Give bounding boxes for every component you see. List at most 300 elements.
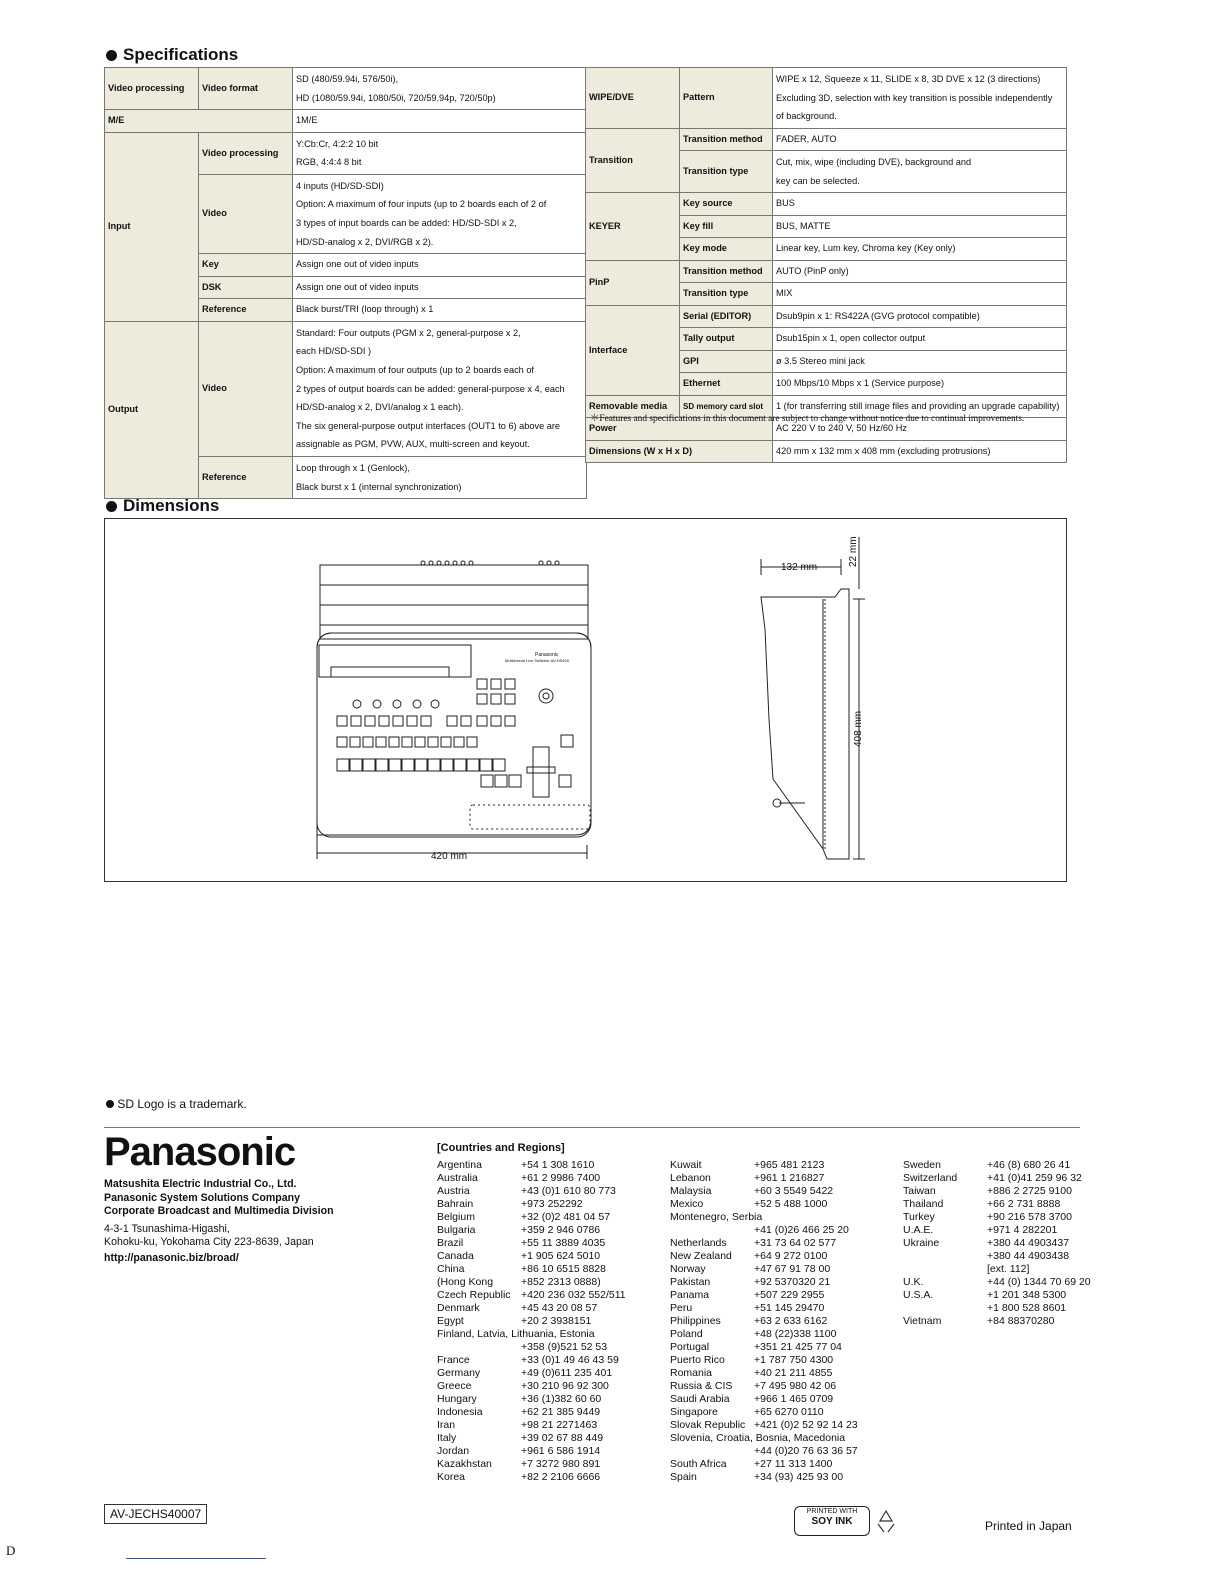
spec-header: Video format [199, 68, 293, 110]
country-phone: +41 (0)26 466 25 20 [754, 1224, 849, 1236]
country-name: Indonesia [437, 1406, 483, 1418]
country-phone: +30 210 96 92 300 [521, 1380, 609, 1392]
country-name: South Africa [670, 1458, 727, 1470]
panel-button [454, 737, 464, 747]
dimension-drawing [105, 519, 1066, 881]
country-phone: +7 3272 980 891 [521, 1458, 601, 1470]
country-row [670, 1458, 858, 1471]
country-phone: +27 11 313 1400 [754, 1458, 833, 1470]
spec-value: ø 3.5 Stereo mini jack [773, 350, 1067, 373]
country-row [903, 1315, 1091, 1328]
country-name: Argentina [437, 1159, 482, 1171]
country-phone: +66 2 731 8888 [987, 1198, 1061, 1210]
country-name: New Zealand [670, 1250, 732, 1262]
country-name: Pakistan [670, 1276, 711, 1288]
spec-value: 1M/E [293, 110, 587, 133]
spec-header: Transition method [680, 260, 773, 283]
panel-button [509, 775, 521, 787]
spec-header: Reference [199, 456, 293, 498]
panel-button [402, 759, 414, 771]
country-row [670, 1276, 858, 1289]
panel-button [505, 679, 515, 689]
country-phone: +358 (9)521 52 53 [521, 1341, 608, 1353]
country-row [903, 1211, 1091, 1224]
bullet-icon [106, 1100, 114, 1108]
country-row [670, 1302, 858, 1315]
country-name: Austria [437, 1185, 470, 1197]
spec-header: Key source [680, 193, 773, 216]
country-name: Saudi Arabia [670, 1393, 730, 1405]
country-row [437, 1198, 626, 1211]
country-name: China [437, 1263, 465, 1275]
country-row [670, 1237, 858, 1250]
country-phone: +54 1 308 1610 [521, 1159, 595, 1171]
country-name: Mexico [670, 1198, 704, 1210]
country-name: Slovenia, Croatia, Bosnia, Macedonia [670, 1432, 846, 1444]
spec-value: 100 Mbps/10 Mbps x 1 (Service purpose) [773, 373, 1067, 396]
country-phone: +45 43 20 08 57 [521, 1302, 598, 1314]
country-phone: +86 10 6515 8828 [521, 1263, 606, 1275]
panel-button [461, 716, 471, 726]
spec-value: BUS [773, 193, 1067, 216]
country-name [903, 1263, 987, 1276]
panel-button [393, 716, 403, 726]
country-name: Kazakhstan [437, 1458, 492, 1470]
country-name: Iran [437, 1419, 456, 1431]
spec-value: Standard: Four outputs (PGM x 2, general-purpose x 2, each HD/SD-SDI ) Option: A maximum of four outputs (up to 2 boards each of 2 types of output boards can be added: general-purpose x 4, each HD/SD-analog x 2, DVI/analog x 1 each). The six general-purpose output interfaces (OUT1 to 6) above are assignable as PGM, PVW, AUX, multi-screen and keyout. [293, 321, 587, 456]
country-phone: +41 (0)41 259 96 32 [987, 1172, 1082, 1184]
spec-value: Loop through x 1 (Genlock), Black burst x 1 (internal synchronization) [293, 456, 587, 498]
country-name [437, 1341, 521, 1354]
country-name: Thailand [903, 1198, 944, 1210]
countries-column-3 [903, 1159, 1091, 1328]
country-phone: +1 905 624 5010 [521, 1250, 601, 1262]
bullet-icon [106, 501, 117, 512]
spec-header: Ethernet [680, 373, 773, 396]
country-name: Vietnam [903, 1315, 942, 1327]
spec-value: 1 (for transferring still image files and providing an upgrade capability) [773, 395, 1067, 418]
panel-button [477, 694, 487, 704]
panel-button [559, 775, 571, 787]
country-row [903, 1198, 1091, 1211]
country-name: Kuwait [670, 1159, 702, 1171]
panel-button [379, 716, 389, 726]
country-name: Belgium [437, 1211, 475, 1223]
country-row [437, 1328, 626, 1341]
country-phone: +98 21 2271463 [521, 1419, 598, 1431]
country-name [670, 1224, 754, 1237]
country-name: Hungary [437, 1393, 477, 1405]
country-row [437, 1276, 626, 1289]
country-name: Korea [437, 1471, 466, 1483]
soy-ink-logo: PRINTED WITH SOY INK [794, 1506, 870, 1536]
panel-button [505, 716, 515, 726]
document-code: AV-JECHS40007 [104, 1504, 207, 1524]
country-name: Greece [437, 1380, 472, 1392]
spec-header: Key fill [680, 215, 773, 238]
spec-value: WIPE x 12, Squeeze x 11, SLIDE x 8, 3D DVE x 12 (3 directions) Excluding 3D, selection with key transition is possible independently of background. [773, 68, 1067, 129]
country-name: Germany [437, 1367, 481, 1379]
country-row [670, 1263, 858, 1276]
country-row [437, 1471, 626, 1484]
bottom-link-line [126, 1558, 266, 1559]
panel-button [415, 737, 425, 747]
country-phone: +64 9 272 0100 [754, 1250, 828, 1262]
country-row [903, 1302, 1091, 1315]
spec-header: PinP [586, 260, 680, 305]
country-name: Bulgaria [437, 1224, 476, 1236]
panel-button [350, 737, 360, 747]
country-phone: +852 2313 0888) [521, 1276, 601, 1288]
countries-column-2 [670, 1159, 858, 1484]
spec-header: Dimensions (W x H x D) [586, 440, 773, 463]
country-phone: +420 236 032 552/511 [521, 1289, 626, 1301]
panel-button [376, 759, 388, 771]
spec-value: Cut, mix, wipe (including DVE), background and key can be selected. [773, 151, 1067, 193]
spec-value: 420 mm x 132 mm x 408 mm (excluding protrusions) [773, 440, 1067, 463]
panel-button [389, 759, 401, 771]
country-row [903, 1276, 1091, 1289]
country-row [670, 1315, 858, 1328]
country-phone: +380 44 4903438 [987, 1250, 1070, 1262]
panel-button [481, 775, 493, 787]
country-name: Singapore [670, 1406, 718, 1418]
country-row [670, 1328, 858, 1341]
country-row [437, 1354, 626, 1367]
spec-value: SD (480/59.94i, 576/50i), HD (1080/59.94i, 1080/50i, 720/59.94p, 720/50p) [293, 68, 587, 110]
spec-value: BUS, MATTE [773, 215, 1067, 238]
panel-button [491, 716, 501, 726]
country-name: Montenegro, Serbia [670, 1211, 763, 1223]
country-row [670, 1445, 858, 1458]
country-phone: +84 88370280 [987, 1315, 1055, 1327]
country-name [903, 1250, 987, 1263]
country-row [670, 1172, 858, 1185]
spec-header: Key mode [680, 238, 773, 261]
country-phone: +421 (0)2 52 92 14 23 [754, 1419, 858, 1431]
country-phone: +47 67 91 78 00 [754, 1263, 831, 1275]
spec-header: Video [199, 321, 293, 456]
country-name: Finland, Latvia, Lithuania, Estonia [437, 1328, 595, 1340]
country-row [437, 1224, 626, 1237]
spec-header: Transition method [680, 128, 773, 151]
spec-header: Power [586, 418, 773, 441]
spec-value: FADER, AUTO [773, 128, 1067, 151]
panel-button [495, 775, 507, 787]
spec-header: Video processing [105, 68, 199, 110]
corner-letter: D [6, 1543, 16, 1558]
spec-value: Linear key, Lum key, Chroma key (Key only) [773, 238, 1067, 261]
country-row [670, 1341, 858, 1354]
recycle-icon [872, 1508, 900, 1534]
country-row [670, 1198, 858, 1211]
panel-button [415, 759, 427, 771]
country-phone: +61 2 9986 7400 [521, 1172, 601, 1184]
country-name: France [437, 1354, 470, 1366]
spec-header: WIPE/DVE [586, 68, 680, 129]
spec-table-left [104, 67, 587, 499]
country-phone: +36 (1)382 60 60 [521, 1393, 602, 1405]
spec-value: Y:Cb:Cr, 4:2:2 10 bit RGB, 4:4:4 8 bit [293, 132, 587, 174]
country-name: Netherlands [670, 1237, 727, 1249]
country-name: Bahrain [437, 1198, 474, 1210]
country-phone: [ext. 112] [987, 1263, 1030, 1275]
panasonic-logo: Panasonic [104, 1130, 296, 1174]
panel-button [402, 737, 412, 747]
panel-button [505, 694, 515, 704]
country-row [903, 1237, 1091, 1250]
panel-button [428, 759, 440, 771]
spec-value: 4 inputs (HD/SD-SDI) Option: A maximum of four inputs (up to 2 boards each of 2 of 3 types of input boards can be added: HD/SD-SDI x 2, HD/SD-analog x 2, DVI/RGB x 2). [293, 174, 587, 253]
country-name: Italy [437, 1432, 457, 1444]
country-row [437, 1445, 626, 1458]
panel-button [337, 759, 349, 771]
spec-header: KEYER [586, 193, 680, 261]
country-name: Sweden [903, 1159, 941, 1171]
panel-button [493, 759, 505, 771]
country-row [670, 1224, 858, 1237]
spec-note: ＊Features and specifications in this document are subject to change without notice due to continual improvements. [590, 414, 1025, 424]
spec-value: Assign one out of video inputs [293, 254, 587, 277]
country-phone: +40 21 211 4855 [754, 1367, 833, 1379]
country-phone: +886 2 2725 9100 [987, 1185, 1072, 1197]
country-name: Lebanon [670, 1172, 711, 1184]
country-row [437, 1172, 626, 1185]
countries-column-1 [437, 1159, 626, 1484]
panel-button [480, 759, 492, 771]
country-name: Puerto Rico [670, 1354, 725, 1366]
country-row [670, 1354, 858, 1367]
country-name: Czech Republic [437, 1289, 511, 1301]
country-row [437, 1432, 626, 1445]
country-phone: +31 73 64 02 577 [754, 1237, 837, 1249]
country-phone: +44 (0) 1344 70 69 20 [987, 1276, 1091, 1288]
country-phone: +20 2 3938151 [521, 1315, 592, 1327]
country-row [437, 1237, 626, 1250]
country-phone: +62 21 385 9449 [521, 1406, 601, 1418]
spec-header: Interface [586, 305, 680, 395]
country-row [903, 1185, 1091, 1198]
panel-button [441, 737, 451, 747]
country-name: Russia & CIS [670, 1380, 733, 1392]
panel-button [441, 759, 453, 771]
country-row [437, 1406, 626, 1419]
country-phone: +52 5 488 1000 [754, 1198, 828, 1210]
panel-button [447, 716, 457, 726]
spec-header: Removable media [586, 395, 680, 418]
countries-title: [Countries and Regions] [437, 1142, 565, 1154]
spec-value: AC 220 V to 240 V, 50 Hz/60 Hz [773, 418, 1067, 441]
panel-button [365, 716, 375, 726]
spec-header: Pattern [680, 68, 773, 129]
country-row [437, 1250, 626, 1263]
spec-header: Video [199, 174, 293, 253]
country-row [437, 1159, 626, 1172]
country-phone: +34 (93) 425 93 00 [754, 1471, 844, 1483]
spec-header: DSK [199, 276, 293, 299]
country-phone: +46 (8) 680 26 41 [987, 1159, 1071, 1171]
trademark-note: SD Logo is a trademark. [106, 1097, 247, 1111]
country-row [437, 1380, 626, 1393]
width-label: 420 mm [431, 851, 468, 862]
spec-header: Video processing [199, 132, 293, 174]
country-phone: +965 481 2123 [754, 1159, 825, 1171]
country-row [437, 1263, 626, 1276]
country-name [670, 1445, 754, 1458]
spec-header: GPI [680, 350, 773, 373]
country-row [437, 1419, 626, 1432]
country-row [437, 1341, 626, 1354]
spec-header: Transition type [680, 283, 773, 306]
country-phone: +1 787 750 4300 [754, 1354, 834, 1366]
country-phone: +60 3 5549 5422 [754, 1185, 834, 1197]
spec-value: AUTO (PinP only) [773, 260, 1067, 283]
country-name: Switzerland [903, 1172, 958, 1184]
country-name: (Hong Kong [437, 1276, 494, 1288]
country-row [437, 1211, 626, 1224]
country-row [670, 1380, 858, 1393]
country-row [670, 1419, 858, 1432]
spec-header: Transition type [680, 151, 773, 193]
country-name: Egypt [437, 1315, 464, 1327]
dimensions-title: Dimensions [106, 496, 219, 516]
spec-header: Transition [586, 128, 680, 193]
top-label: 22 mm [848, 536, 859, 567]
country-name: U.A.E. [903, 1224, 934, 1236]
panel-button [337, 716, 347, 726]
country-name: Peru [670, 1302, 693, 1314]
country-row [437, 1458, 626, 1471]
country-phone: +51 145 29470 [754, 1302, 825, 1314]
country-phone: +49 (0)611 235 401 [521, 1367, 613, 1379]
country-name: Malaysia [670, 1185, 712, 1197]
spec-value: Assign one out of video inputs [293, 276, 587, 299]
company-url[interactable]: http://panasonic.biz/broad/ [104, 1251, 239, 1264]
country-name: Panama [670, 1289, 710, 1301]
country-phone: +961 6 586 1914 [521, 1445, 601, 1457]
country-phone: +33 (0)1 49 46 43 59 [521, 1354, 619, 1366]
country-name: Canada [437, 1250, 474, 1262]
specifications-title: Specifications [106, 45, 238, 65]
country-phone: +32 (0)2 481 04 57 [521, 1211, 611, 1223]
country-name: Turkey [903, 1211, 935, 1223]
country-name: Spain [670, 1471, 697, 1483]
country-phone: +380 44 4903437 [987, 1237, 1070, 1249]
spec-header: Key [199, 254, 293, 277]
country-phone: +359 2 946 0786 [521, 1224, 601, 1236]
country-phone: +63 2 633 6162 [754, 1315, 828, 1327]
panel-button [561, 735, 573, 747]
spec-value: MIX [773, 283, 1067, 306]
country-name [903, 1302, 987, 1315]
panel-button [363, 759, 375, 771]
country-name: Ukraine [903, 1237, 940, 1249]
country-phone: +65 6270 0110 [754, 1406, 824, 1418]
panel-button [467, 759, 479, 771]
country-row [670, 1185, 858, 1198]
country-phone: +55 11 3889 4035 [521, 1237, 606, 1249]
country-phone: +44 (0)20 76 63 36 57 [754, 1445, 858, 1457]
country-phone: +7 495 980 42 06 [754, 1380, 837, 1392]
panel-button [389, 737, 399, 747]
country-row [670, 1406, 858, 1419]
spec-value: Dsub15pin x 1, open collector output [773, 328, 1067, 351]
country-phone: +1 201 348 5300 [987, 1289, 1067, 1301]
country-row [670, 1159, 858, 1172]
country-row [903, 1172, 1091, 1185]
panel-button [454, 759, 466, 771]
country-phone: +82 2 2106 6666 [521, 1471, 601, 1483]
country-name: Australia [437, 1172, 478, 1184]
panel-button [363, 737, 373, 747]
dimensions-box [104, 518, 1067, 882]
country-name: Norway [670, 1263, 706, 1275]
country-row [903, 1159, 1091, 1172]
country-row [903, 1224, 1091, 1237]
country-name: Slovak Republic [670, 1419, 746, 1431]
country-phone: +971 4 282201 [987, 1224, 1058, 1236]
country-phone: +973 252292 [521, 1198, 583, 1210]
country-row [437, 1302, 626, 1315]
country-phone: +1 800 528 8601 [987, 1302, 1067, 1314]
panel-button [407, 716, 417, 726]
company-address: Matsushita Electric Industrial Co., Ltd. Panasonic System Solutions Company Corporate Broadcast and Multimedia Division 4-3-1 Tsunashima-Higashi, Kohoku-ku, Yokohama City 223-8639, Japan http://panasonic.biz/broad/ [104, 1178, 334, 1264]
panel-button [428, 737, 438, 747]
panel-button [350, 759, 362, 771]
country-name: Taiwan [903, 1185, 936, 1197]
country-row [903, 1263, 1091, 1276]
spec-header: SD memory card slot [680, 395, 773, 418]
country-phone: +90 216 578 3700 [987, 1211, 1072, 1223]
spec-header: Reference [199, 299, 293, 322]
panel-model: Multiformat Live Switcher AV-HS400 [505, 658, 569, 663]
spec-value: Black burst/TRI (loop through) x 1 [293, 299, 587, 322]
country-name: Poland [670, 1328, 703, 1340]
spec-header: Input [105, 132, 199, 321]
country-name: Brazil [437, 1237, 464, 1249]
country-phone: +92 5370320 21 [754, 1276, 831, 1288]
country-name: U.K. [903, 1276, 924, 1288]
spec-header: Serial (EDITOR) [680, 305, 773, 328]
depth-label: 408 mm [853, 710, 864, 747]
country-phone: +39 02 67 88 449 [521, 1432, 604, 1444]
panel-button [491, 694, 501, 704]
country-phone: +966 1 465 0709 [754, 1393, 834, 1405]
country-name: Portugal [670, 1341, 710, 1353]
country-row [437, 1367, 626, 1380]
spec-header: Tally output [680, 328, 773, 351]
panel-brand: Panasonic [535, 652, 559, 658]
spec-header: Output [105, 321, 199, 498]
country-row [670, 1367, 858, 1380]
country-row [670, 1393, 858, 1406]
country-name: Jordan [437, 1445, 470, 1457]
country-row [903, 1250, 1091, 1263]
country-phone: +48 (22)338 1100 [754, 1328, 837, 1340]
spec-header: M/E [105, 110, 293, 133]
panel-button [351, 716, 361, 726]
country-phone: +507 229 2955 [754, 1289, 825, 1301]
country-phone: +351 21 425 77 04 [754, 1341, 842, 1353]
country-row [670, 1250, 858, 1263]
country-name: Denmark [437, 1302, 480, 1314]
country-row [670, 1211, 858, 1224]
footer-divider [104, 1127, 1080, 1128]
spec-table-right [585, 67, 1067, 463]
country-name: Philippines [670, 1315, 721, 1327]
height-label: 132 mm [781, 562, 818, 573]
panel-button [421, 716, 431, 726]
